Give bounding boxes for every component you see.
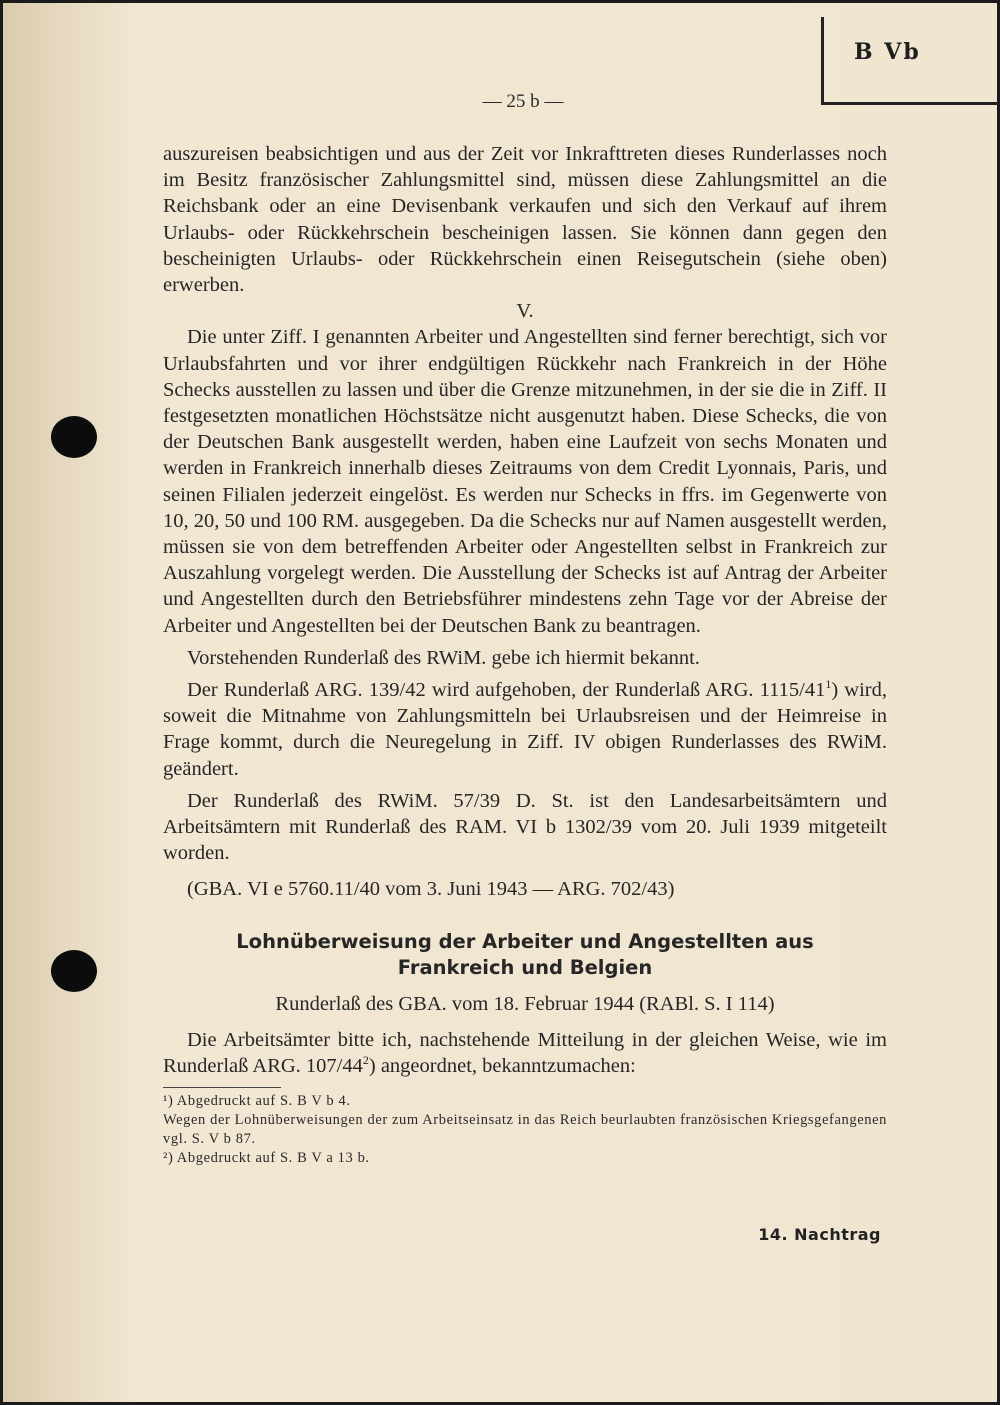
section-tab-label: B Vb (854, 39, 921, 65)
paragraph-announcement: Vorstehenden Runderlaß des RWiM. gebe ich hiermit bekannt. (187, 646, 700, 669)
footnote-1: ¹) Abgedruckt auf S. B V b 4. (163, 1093, 351, 1110)
paragraph-continuation: auszureisen beabsichtigen und aus der Zeit vor Inkrafttreten dieses Runderlasses noch im Besitz französischer Zahlungsmittel sind, müssen diese Zahlungsmittel an die Reichsbank oder an eine Devisenbank verkaufen und sich den Verkauf auf ihrem Urlaubs- oder Rückkehrschein bescheinigen lassen. Sie können dann gegen den bescheinigten Urlaubs- oder Rückkehrschein einen Reisegutschein (siehe oben) erwerben. (163, 143, 887, 297)
paragraph-instruction-text-a: Die Arbeitsämter bitte ich, nachstehende Mitteilung in der gleichen Weise, wie im Runderlaß ARG. 107/44 (163, 1028, 887, 1078)
footnotes (163, 1092, 887, 1168)
paragraph-instruction (163, 1027, 887, 1079)
footnote-ref-1: 1 (825, 677, 832, 692)
paragraph-reference: (GBA. VI e 5760.11/40 vom 3. Juni 1943 — ARG. 702/43) (187, 878, 675, 901)
binding-edge-shading (3, 3, 143, 1402)
paragraph-section-v: Die unter Ziff. I genannten Arbeiter und Angestellten sind ferner berechtigt, sich vor Urlaubsfahrten und vor ihrer endgültigen Rückkehr nach Frankreich in der Höhe Schecks ausstellen zu lassen und über die Grenze mitzunehmen, in der sie die in Ziff. II festgesetzten monatlichen Höchstsätze nicht ausgenutzt haben. Diese Schecks, die von der Deutschen Bank ausgestellt werden, haben eine Laufzeit von sechs Monaten und werden in Frankreich innerhalb dieses Zeitraums von dem Credit Lyonnais, Paris, und seinen Filialen jederzeit eingelöst. Es werden nur Schecks in ffrs. im Gegenwerte von 10, 20, 50 und 100 RM. ausgegeben. Da die Schecks nur auf Namen ausgestellt werden, müssen sie von dem betreffenden Arbeiter oder Angestellten selbst in Frankreich zur Auszahlung vorgelegt werden. Die Ausstellung der Schecks ist auf Antrag der Arbeiter und Angestellten durch den Betriebsführer mindestens zehn Tage vor der Abreise der Arbeiter und Angestellten bei der Deutschen Bank zu beantragen. (163, 326, 887, 637)
paragraph-communication: Der Runderlaß des RWiM. 57/39 D. St. ist den Landesarbeitsämtern und Arbeitsämtern mit Runderlaß des RAM. VI b 1302/39 vom 20. Juli 1939 mitgeteilt worden. (163, 789, 887, 865)
paragraph-repeal-text-b: ) wird, soweit die Mitnahme von Zahlungsmitteln bei Urlaubsreisen und der Heimreise in Frage kommt, durch die Neuregelung in Ziff. IV obigen Runderlasses des RWiM. geändert. (163, 679, 887, 780)
paragraph-repeal-text-a: Der Runderlaß ARG. 139/42 wird aufgehoben, der Runderlaß ARG. 1115/41 (187, 679, 826, 702)
supplement-label: 14. Nachtrag (758, 1225, 881, 1244)
page-number: — 25 b — (482, 91, 564, 112)
punch-hole-top (51, 416, 97, 458)
section-heading: Lohnüberweisung der Arbeiter und Angestellten aus Frankreich und Belgien (236, 929, 814, 979)
section-numeral-v: V. (516, 300, 534, 323)
paragraph-instruction-text-b: ) angeordnet, bekanntzumachen: (368, 1055, 636, 1078)
footnote-ref-2: 2 (362, 1053, 369, 1068)
paragraph-repeal (163, 677, 887, 782)
footnote-divider (163, 1087, 281, 1088)
footnote-1-note: Wegen der Lohnüberweisungen der zum Arbeitseinsatz in das Reich beurlaubten französischen Kriegsgefangenen vgl. S. V b 87. (163, 1112, 887, 1148)
footnote-2: ²) Abgedruckt auf S. B V a 13 b. (163, 1150, 370, 1167)
punch-hole-bottom (51, 950, 97, 992)
section-subheading: Runderlaß des GBA. vom 18. Februar 1944 (RABl. S. I 114) (275, 992, 775, 1015)
body-text (163, 141, 887, 1168)
